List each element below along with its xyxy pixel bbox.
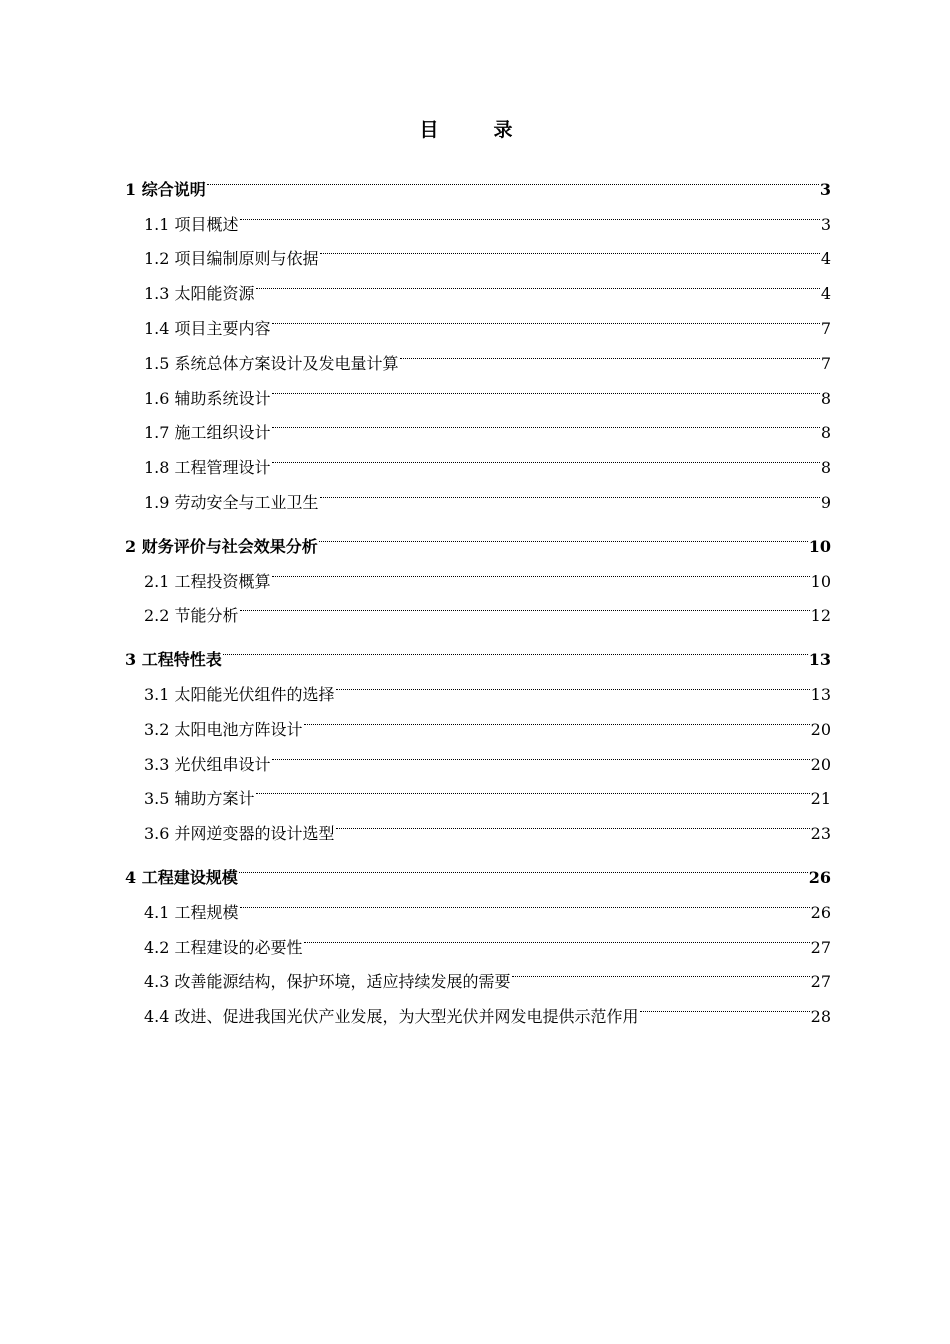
toc-dot-leader [223,630,808,665]
toc-page-number: 9 [820,492,831,512]
toc-entry-label: 2.1 工程投资概算 [144,571,271,591]
toc-entry-label: 4.1 工程规模 [144,902,239,922]
toc-entry-label: 3.6 并网逆变器的设计选型 [144,824,335,844]
toc-entry-label: 4.4 改进、促进我国光伏产业发展，为大型光伏并网发电提供示范作用 [144,1007,639,1027]
toc-dot-leader [336,665,810,700]
toc-dot-leader [256,264,820,299]
toc-entry-label: 3.2 太阳电池方阵设计 [144,719,303,739]
toc-dot-leader [320,230,820,265]
toc-entry-label: 1.4 项目主要内容 [144,318,271,338]
toc-entry-label: 1.7 施工组织设计 [144,423,271,443]
toc-page-number: 20 [810,754,831,774]
toc-page-number: 10 [808,536,831,556]
toc-dot-leader [272,735,810,770]
toc-page-number: 12 [810,606,831,626]
toc-page-number: 27 [810,937,831,957]
toc-dot-leader [336,804,810,839]
toc-page-number: 13 [808,650,831,670]
toc-dot-leader [304,700,810,735]
toc-entry-label: 2.2 节能分析 [144,606,239,626]
toc-entry-label: 1.3 太阳能资源 [144,284,255,304]
toc-entry-label: 2 财务评价与社会效果分析 [125,536,318,556]
toc-dot-leader [240,195,820,230]
toc-dot-leader [272,299,820,334]
toc-entry-label: 1.9 劳动安全与工业卫生 [144,492,319,512]
toc-dot-leader [640,987,810,1022]
toc-entry-label: 1.5 系统总体方案设计及发电量计算 [144,353,399,373]
toc-chapter-entry[interactable] [125,848,831,887]
toc-chapter-entry[interactable] [125,517,831,556]
toc-page-number: 10 [810,571,831,591]
toc-dot-leader [240,587,810,622]
toc-dot-leader [272,369,820,404]
toc-page-number: 26 [808,867,831,887]
toc-dot-leader [319,517,808,552]
toc-dot-leader [272,552,810,587]
toc-dot-leader [512,953,810,988]
toc-dot-leader [240,883,810,918]
toc-section-entry[interactable] [125,665,831,704]
toc-dot-leader [272,438,820,473]
toc-page-number: 8 [820,388,831,408]
toc-page-number: 4 [820,249,831,269]
toc-page-number: 3 [819,179,831,199]
toc-section-entry[interactable] [125,195,831,234]
toc-dot-leader [320,473,820,508]
table-of-contents [125,160,831,1027]
toc-chapter-entry[interactable] [125,630,831,670]
toc-dot-leader [207,160,819,195]
toc-page-number: 27 [810,972,831,992]
toc-page-number: 28 [810,1007,831,1027]
toc-entry-label: 4.2 工程建设的必要性 [144,937,303,957]
toc-entry-label: 3.1 太阳能光伏组件的选择 [144,684,335,704]
toc-dot-leader [400,334,820,369]
toc-page-number: 4 [820,284,831,304]
toc-dot-leader [304,918,810,953]
toc-entry-label: 1.6 辅助系统设计 [144,388,271,408]
toc-entry-label: 1.1 项目概述 [144,214,239,234]
toc-entry-label: 1.8 工程管理设计 [144,458,271,478]
toc-dot-leader [256,770,810,805]
toc-page-number: 7 [820,353,831,373]
toc-entry-label: 3 工程特性表 [125,650,222,670]
toc-page-number: 8 [820,423,831,443]
toc-page-number: 13 [810,684,831,704]
toc-page-number: 26 [810,902,831,922]
toc-chapter-entry[interactable] [125,160,831,199]
toc-entry-label: 4.3 改善能源结构，保护环境，适应持续发展的需要 [144,972,511,992]
toc-entry-label: 1.2 项目编制原则与依据 [144,249,319,269]
toc-dot-leader [272,404,820,439]
toc-title: 目 录 [419,119,531,141]
toc-entry-label: 3.5 辅助方案计 [144,789,255,809]
toc-entry-label: 1 综合说明 [125,179,206,199]
toc-entry-label: 4 工程建设规模 [125,867,238,887]
toc-page-number: 21 [810,789,831,809]
toc-page-number: 7 [820,318,831,338]
toc-page-number: 8 [820,458,831,478]
toc-dot-leader [239,848,808,883]
toc-page-number: 3 [820,214,831,234]
toc-entry-label: 3.3 光伏组串设计 [144,754,271,774]
toc-page-number: 23 [810,824,831,844]
toc-page-number: 20 [810,719,831,739]
